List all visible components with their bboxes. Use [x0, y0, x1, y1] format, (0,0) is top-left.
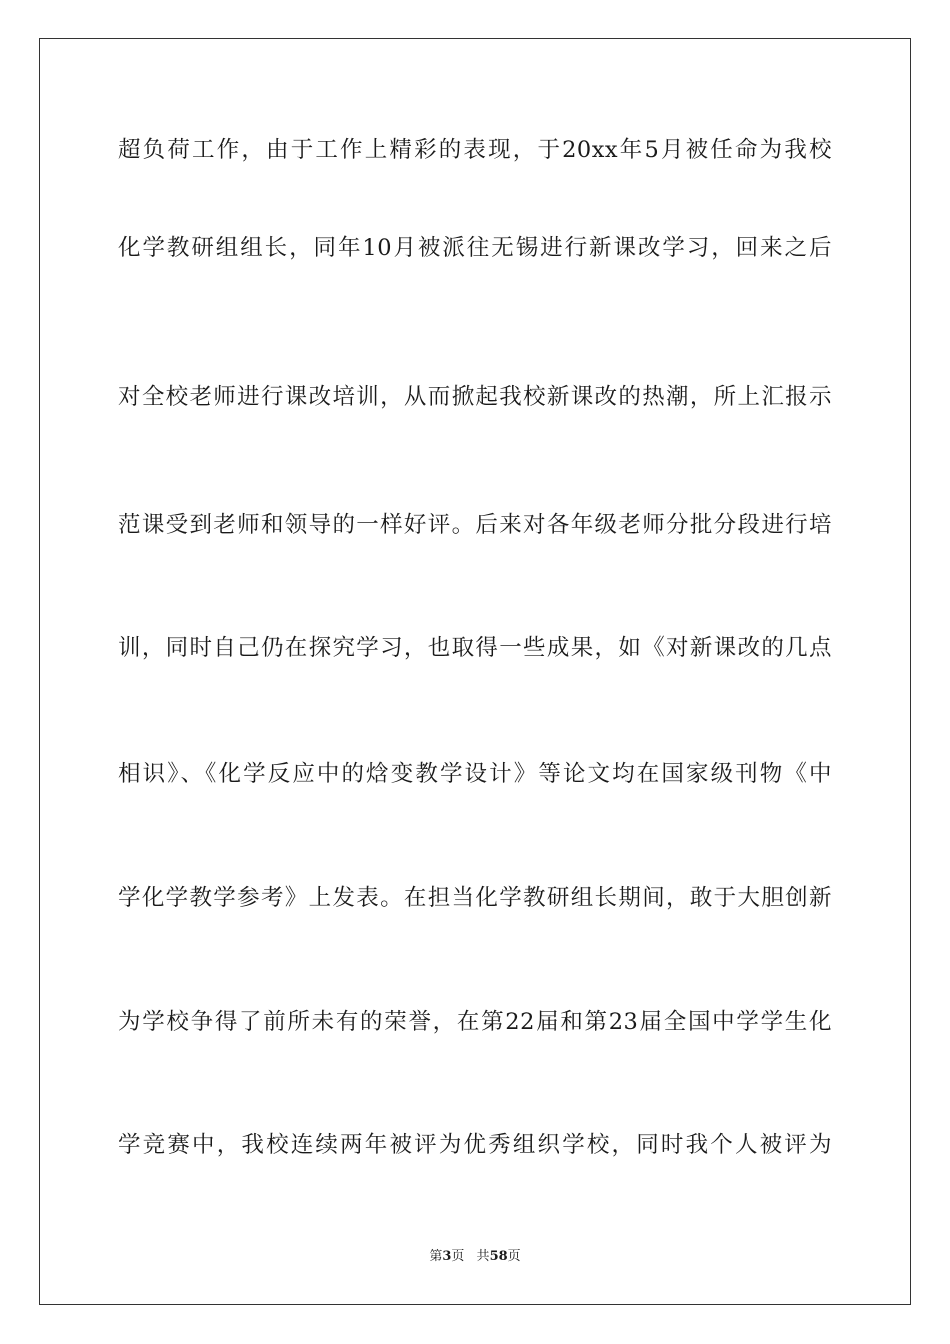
text-line: 学竞赛中，我校连续两年被评为优秀组织学校，同时我个人被评为: [118, 1132, 832, 1158]
text-line: 相识》、《化学反应中的焓变教学设计》等论文均在国家级刊物《中: [118, 761, 832, 787]
page-prefix: 第: [429, 1249, 443, 1264]
text-line: 对全校老师进行课改培训，从而掀起我校新课改的热潮，所上汇报示: [118, 384, 832, 410]
text-line: 训，同时自己仍在探究学习，也取得一些成果，如《对新课改的几点: [118, 635, 832, 661]
total-pages: 58: [489, 1249, 508, 1264]
text-line: 化学教研组组长，同年10月被派往无锡进行新课改学习，回来之后: [118, 235, 832, 261]
text-line: 为学校争得了前所未有的荣誉，在第22届和第23届全国中学学生化: [118, 1009, 832, 1035]
total-prefix: 共: [476, 1249, 490, 1264]
page-number: 3: [442, 1249, 452, 1264]
page-suffix: 页: [451, 1249, 465, 1264]
text-line: 超负荷工作，由于工作上精彩的表现，于20xx年5月被任命为我校: [118, 137, 832, 163]
total-suffix: 页: [507, 1249, 521, 1264]
page-footer: [0, 1247, 950, 1267]
total-indicator: [477, 1249, 521, 1264]
text-line: 范课受到老师和领导的一样好评。后来对各年级老师分批分段进行培: [118, 512, 832, 538]
text-line: 学化学教学参考》上发表。在担当化学教研组长期间，敢于大胆创新: [118, 885, 832, 911]
page-indicator: [429, 1249, 464, 1264]
